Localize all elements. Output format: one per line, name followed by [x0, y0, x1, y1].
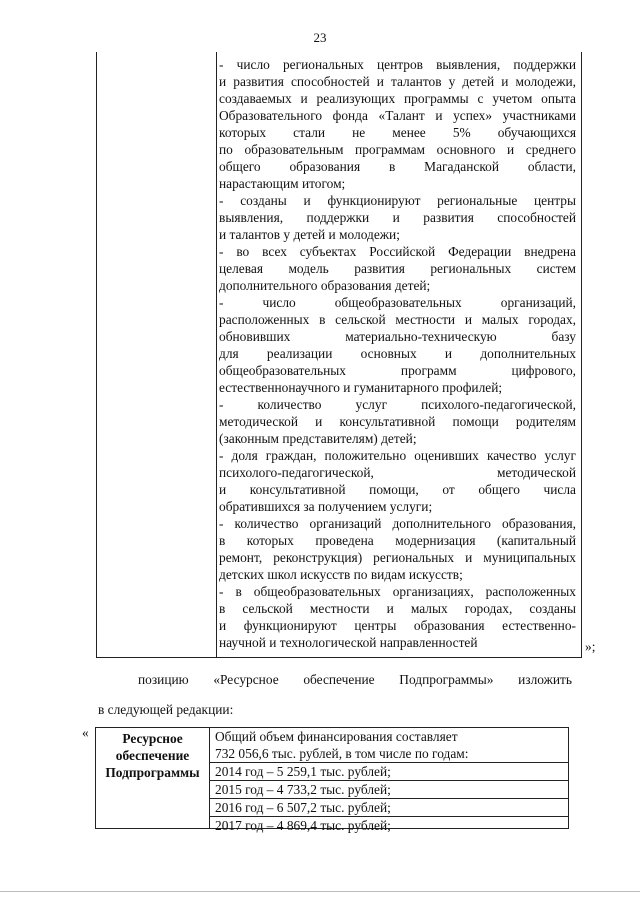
resource-table-label — [96, 730, 209, 781]
label-line: Ресурсное — [122, 731, 183, 746]
resource-table — [95, 727, 569, 833]
table-row: 2016 год – 6 507,2 тыс. рублей; — [210, 799, 568, 817]
table-row: 2017 год – 4 869,4 тыс. рублей; — [215, 818, 391, 833]
label-line: Подпрограммы — [105, 765, 200, 780]
text-line: - количество услуг психолого-педагогической, — [219, 397, 576, 412]
text-line: - число региональных центров выявления, поддержки — [219, 57, 576, 72]
text-line: расположенных в сельской местности и малых городах, — [219, 312, 576, 327]
text-line: - число общеобразовательных организаций, — [219, 295, 576, 310]
text-line: - созданы и функционируют региональные центры — [219, 193, 576, 208]
resource-table-values — [210, 728, 568, 834]
continued-table — [96, 52, 582, 658]
table-row: 732 056,6 тыс. рублей, в том числе по годам: — [210, 745, 568, 763]
page-number: 23 — [313, 30, 327, 45]
table-cell-text — [219, 56, 576, 651]
table-border-right — [581, 52, 582, 658]
label-line: обеспечение — [115, 748, 190, 763]
text-line: - количество организаций дополнительного образования, — [219, 516, 576, 531]
text-line: психолого-педагогической, методической — [219, 465, 576, 480]
text-line: в которых проведена модернизация (капитальный — [219, 533, 576, 548]
text-line: (законным представителям) детей; — [219, 431, 417, 446]
text-line: целевая модель развития региональных систем — [219, 261, 576, 276]
page-bottom-edge — [0, 891, 640, 892]
table-row: 2015 год – 4 733,2 тыс. рублей; — [210, 781, 568, 799]
text-line: общеобразовательных программ цифрового, — [219, 363, 576, 378]
text-line: детских школ искусств по видам искусств; — [219, 567, 463, 582]
text-line: и функционируют центры образования естественно- — [219, 618, 576, 633]
text-line: Образовательного фонда «Талант и успех» участниками — [219, 108, 576, 123]
text-line: - в общеобразовательных организациях, расположенных — [219, 584, 576, 599]
text-line: для реализации основных и дополнительных — [219, 346, 576, 361]
text-line: в сельской местности и малых городах, созданы — [219, 601, 576, 616]
text-line: и развития способностей и талантов у детей и молодежи, — [219, 74, 576, 89]
table-row: Общий объем финансирования составляет — [215, 729, 458, 744]
text-line: - доля граждан, положительно оценивших качество услуг — [219, 448, 576, 463]
text-line: обратившихся за получением услуги; — [219, 499, 433, 514]
text-line: и консультативной помощи, от общего числа — [219, 482, 576, 497]
text-line: нарастающим итогом; — [219, 176, 346, 191]
paragraph-line-2: в следующей редакции: — [98, 702, 234, 717]
text-line: ремонт, реконструкция) региональных и муниципальных — [219, 550, 576, 565]
closing-quote-mark: »; — [585, 639, 596, 654]
text-line: естественнонаучного и гуманитарного профилей; — [219, 380, 503, 395]
text-line: и талантов у детей и молодежи; — [219, 227, 400, 242]
text-line: по образовательным программам основного и среднего — [219, 142, 576, 157]
text-line: - во всех субъектах Российской Федерации внедрена — [219, 244, 576, 259]
text-line: создаваемых и реализующих программы с учетом опыта — [219, 91, 576, 106]
text-line: научной и технологической направленностей — [219, 635, 478, 650]
text-line: дополнительного образования детей; — [219, 278, 431, 293]
opening-quote-mark: « — [82, 725, 89, 740]
text-line: выявления, поддержки и развития способностей — [219, 210, 576, 225]
text-line: методической и консультативной помощи родителям — [219, 414, 576, 429]
paragraph-line-1: позицию «Ресурсное обеспечение Подпрограммы» изложить — [138, 672, 572, 687]
table-row: 2014 год – 5 259,1 тыс. рублей; — [210, 763, 568, 781]
table-column-divider — [216, 52, 217, 658]
table-border-left — [96, 52, 97, 658]
text-line: общего образования в Магаданской области, — [219, 159, 576, 174]
table-border-bottom — [96, 657, 582, 658]
text-line: обновивших материально-техническую базу — [219, 329, 576, 344]
text-line: которых стали не менее 5% обучающихся — [219, 125, 576, 140]
